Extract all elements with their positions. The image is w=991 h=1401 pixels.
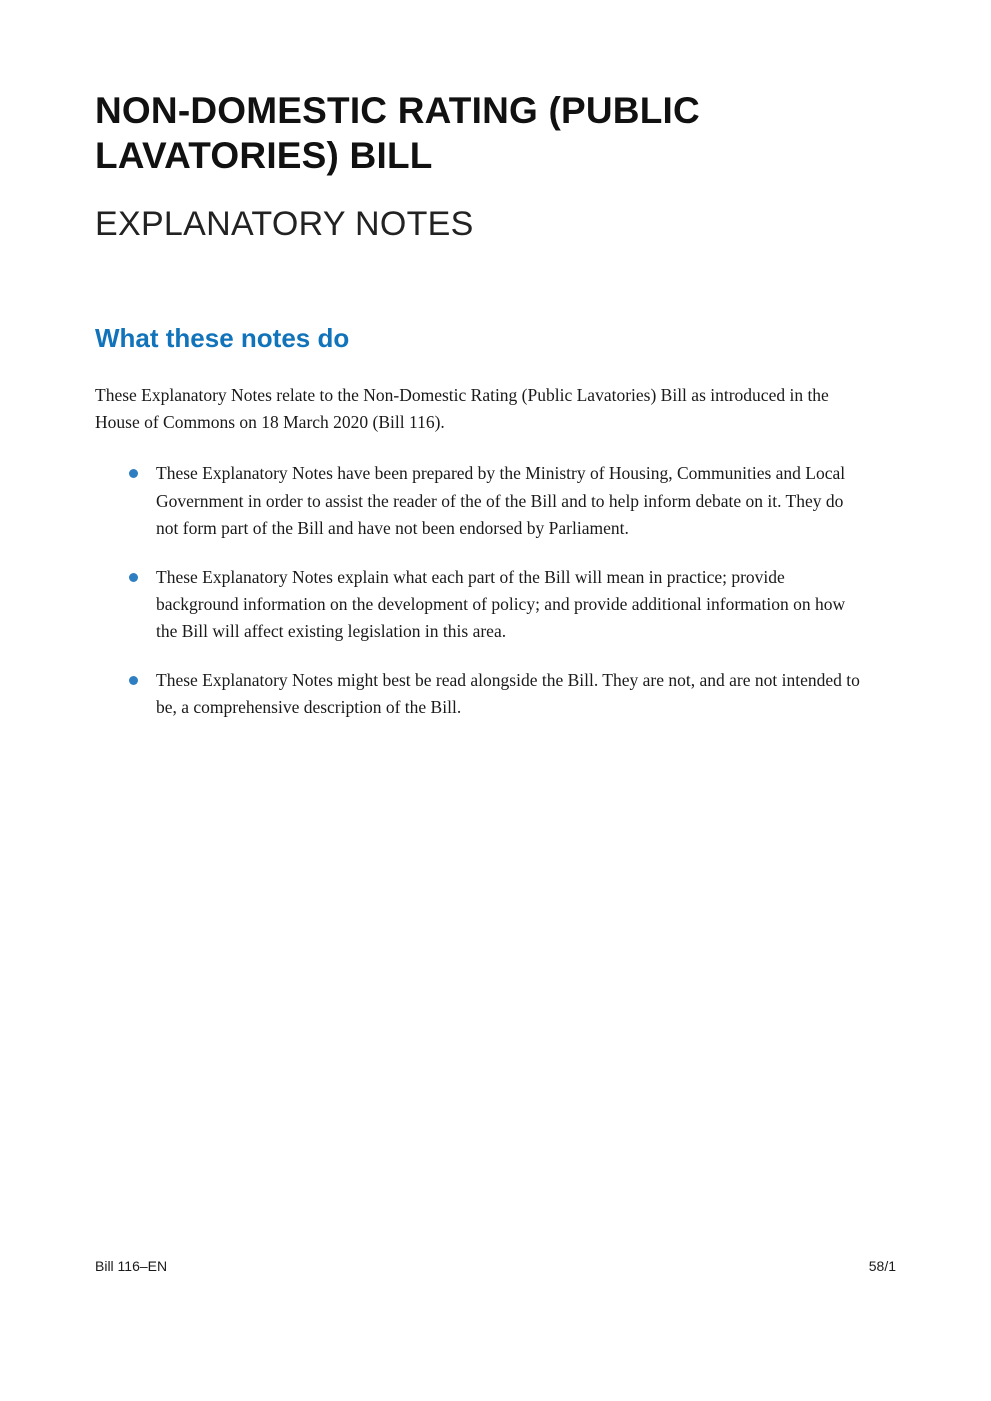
bullet-list xyxy=(95,460,896,721)
list-item xyxy=(95,564,896,645)
footer-page-number: 58/1 xyxy=(868,1258,896,1274)
bullet-text: These Explanatory Notes have been prepared by the Ministry of Housing, Communities and Local Government in order to assist the reader of the of the Bill and to help inform debate on it. They do not form part of the Bill and have not been endorsed by Parliament. xyxy=(156,463,846,538)
intro-paragraph: These Explanatory Notes relate to the Non-Domestic Rating (Public Lavatories) Bill as introduced in the House of Commons on 18 March 2020 (Bill 116). xyxy=(95,385,829,433)
document-content xyxy=(95,0,896,743)
document-title: NON-DOMESTIC RATING (PUBLIC LAVATORIES) BILL xyxy=(95,90,700,177)
document-subtitle: EXPLANATORY NOTES xyxy=(95,205,474,244)
bullet-icon xyxy=(129,469,138,478)
bullet-text: These Explanatory Notes explain what each part of the Bill will mean in practice; provide background information on the development of policy; and provide additional information on how the Bill will affect existing legislation in this area. xyxy=(156,566,846,642)
footer-bill-number: Bill 116–EN xyxy=(95,1258,168,1274)
page-footer xyxy=(95,1258,896,1274)
section-heading: What these notes do xyxy=(95,323,350,354)
bullet-text: These Explanatory Notes might best be read alongside the Bill. They are not, and are not intended to be, a comprehensive description of the Bill. xyxy=(156,670,860,718)
bullet-icon xyxy=(129,676,138,685)
list-item xyxy=(95,667,896,721)
bullet-icon xyxy=(129,573,138,582)
list-item xyxy=(95,460,896,541)
